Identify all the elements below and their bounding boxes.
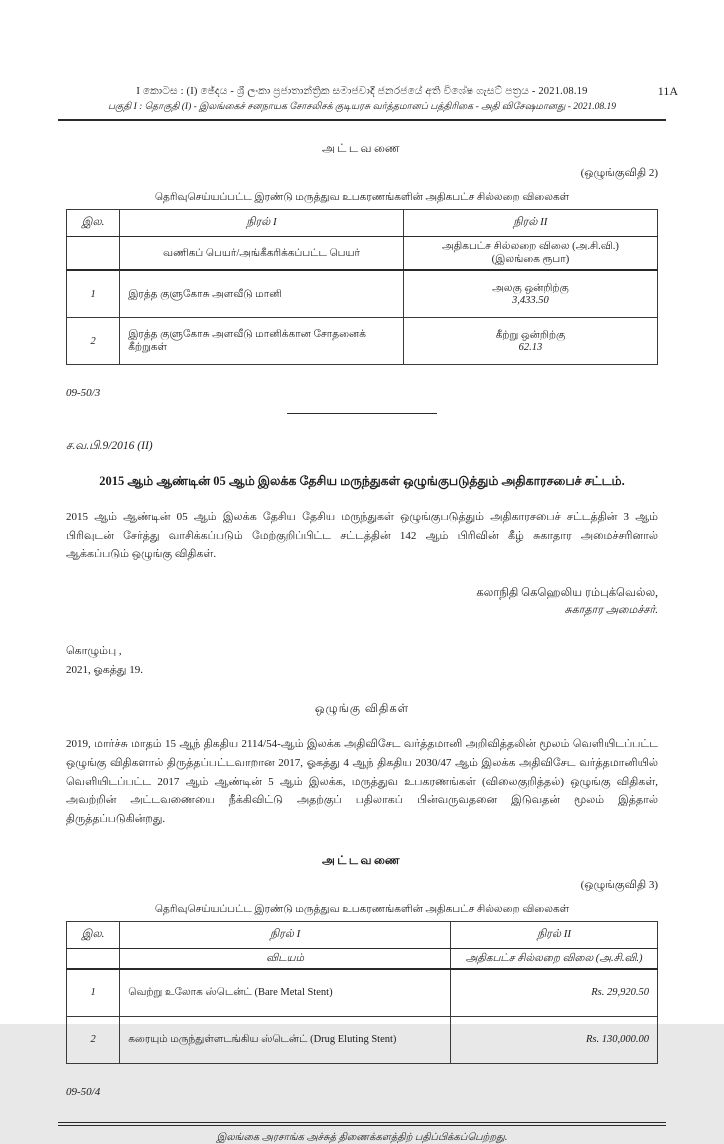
subheader-price — [403, 237, 657, 271]
subheader-price: அதிகபட்ச சில்லறை விலை (அ.சி.வி.) — [451, 948, 658, 969]
row-number: 2 — [67, 1016, 120, 1063]
subheader-empty — [67, 237, 120, 271]
col-header-2: நிரல் II — [451, 921, 658, 948]
table-caption-1: தெரிவுசெய்யப்பட்ட இரண்டு மருத்துவ உபகரணங்களின் அதிகபட்ச சில்லறை விலைகள் — [154, 192, 570, 203]
subheader-item: விடயம் — [120, 948, 451, 969]
col-header-2: நிரல் II — [403, 210, 657, 237]
table-header-row — [67, 921, 658, 948]
row-item: இரத்த குளுகோசு அளவீடு மானிக்கான சோதனைக் கீற்றுகள் — [120, 318, 404, 365]
footer-double-rule — [58, 1122, 666, 1126]
gazette-header — [66, 84, 678, 113]
row-price: Rs. 29,920.50 — [451, 969, 658, 1017]
signature-block — [66, 584, 658, 620]
body-paragraph: 2019, மார்ச்சு மாதம் 15 ஆந் திகதிய 2114/54-ஆம் இலக்க அதிவிசேட வர்த்தமானி அறிவித்தலின் மூலம் வெளியிடப்பட்ட ஒழுங்கு விதிகளால் திருத்தப்பட்டவாறான 2017, ஓகத்து 4 ஆந் திகதிய 2030/47 ஆம் இலக்க அதிவிசேட வர்த்தமானியில் வெளியிடப்பட்ட 2017 ஆம் ஆண்டின் 5 ஆம் இலக்க, மருத்துவ உபகரணங்கள் (விலைகுறித்தல்) ஒழுங்கு விதிகள், அவற்றின் அட்டவணையை நீக்கிவிட்டு அதற்குப் பதிலாகப் பின்வருவதனை இடுவதன் மூலம் இத்தால் திருத்தப்படுகின்றது. — [66, 738, 658, 826]
section-separator-rule — [287, 413, 437, 414]
intro-paragraph: 2015 ஆம் ஆண்டின் 05 ஆம் இலக்க தேசிய தேசிய மருந்துகள் ஒழுங்குபடுத்தும் அதிகாரசபைச் சட்டத்தின் 3 ஆம் பிரிவுடன் சேர்த்து வாசிக்கப்படும் மேற்குறிப்பிட்ட சட்டத்தின் 142 ஆம் பிரிவின் கீழ் சுகாதார அமைச்சரினால் ஆக்கப்படும் ஒழுங்கு விதிகள். — [66, 511, 658, 561]
price-table-2 — [66, 921, 658, 1064]
row-number: 1 — [67, 270, 120, 318]
regulation-ref-1: (ஒழுங்குவிதி 2) — [580, 167, 658, 179]
table-subheader-row — [67, 237, 658, 271]
header-rule — [58, 119, 666, 121]
table-subheader-row — [67, 948, 658, 969]
header-line-tamil: பகுதி I : தொகுதி (I) - இலங்கைச் சனநாயக சோசலிசக் குடியரசு வர்த்தமானப் பத்திரிகை - அதி விசேஷமானது - 2021.08.19 — [107, 102, 617, 112]
header-line-sinhala: I කොටස : (I) ඡේදය - ශ්‍රී ලංකා ප්‍රජාතාන්ත්‍රික සමාජවාදී ජනරජයේ අති විශේෂ ගැසට් පත්‍රය - 2021.08.19 — [136, 86, 588, 97]
table-header-row — [67, 210, 658, 237]
subheader-price-line1: அதிகபட்ச சில்லறை விலை (அ.சி.வி.) — [441, 241, 619, 252]
subheader-price-line2: (இலங்கை ரூபா) — [491, 254, 570, 265]
signatory-title: சுகாதார அமைச்சர். — [564, 604, 658, 617]
signatory-name: கலாநிதி கெஹெலிய ரம்புக்வெல்ல, — [476, 587, 658, 600]
gazette-ref-number-1: 09-50/3 — [66, 387, 101, 399]
case-reference: ச.வ.பி.9/2016 (II) — [66, 440, 153, 452]
schedule-heading-1: அட்டவணை — [321, 143, 403, 155]
place: கொழும்பு , — [66, 645, 122, 658]
subheader-item: வணிகப் பெயர்/அங்கீகரிக்கப்பட்ட பெயர் — [120, 237, 404, 271]
row-price — [403, 318, 657, 365]
price-unit-label: கீற்று ஒன்றிற்கு — [495, 330, 566, 341]
act-title: 2015 ஆம் ஆண்டின் 05 ஆம் இலக்க தேசிய மருந்துகள் ஒழுங்குபடுத்தும் அதிகாரசபைச் சட்டம். — [99, 474, 625, 488]
table-caption-2: தெரிவுசெய்யப்பட்ட இரண்டு மருத்துவ உபகரணங்களின் அதிகபட்ச சில்லறை விலைகள் — [154, 903, 570, 915]
table-row — [67, 318, 658, 365]
row-price: Rs. 130,000.00 — [451, 1016, 658, 1063]
col-header-no: இல. — [67, 210, 120, 237]
price-value: 62.13 — [518, 342, 543, 353]
row-number: 2 — [67, 318, 120, 365]
regulation-ref-2: (ஒழுங்குவிதி 3) — [580, 878, 658, 891]
row-number: 1 — [67, 969, 120, 1017]
gazette-ref-number-2: 09-50/4 — [66, 1085, 101, 1098]
schedule-heading-2: அட்டவணை — [321, 854, 403, 867]
row-item: இரத்த குளுகோசு அளவீடு மானி — [120, 270, 404, 318]
regulations-heading: ஒழுங்கு விதிகள் — [314, 703, 410, 716]
page-number: 11A — [657, 84, 678, 98]
subheader-empty — [67, 948, 120, 969]
row-item: வெற்று உலோக ஸ்டென்ட் (Bare Metal Stent) — [120, 969, 451, 1017]
col-header-no: இல. — [67, 921, 120, 948]
col-header-1: நிரல் I — [120, 210, 404, 237]
table-row — [67, 969, 658, 1017]
footer-imprint: இலங்கை அரசாங்க அச்சுத் திணைக்களத்திற் பதிப்பிக்கப்பெற்றது. — [216, 1131, 508, 1143]
col-header-1: நிரல் I — [120, 921, 451, 948]
price-unit-label: அலகு ஒன்றிற்கு — [492, 283, 569, 294]
price-value: 3,433.50 — [512, 295, 549, 306]
row-price — [403, 270, 657, 318]
place-date-block — [66, 642, 658, 679]
table-row — [67, 270, 658, 318]
date: 2021, ஓகத்து 19. — [66, 663, 143, 676]
table-row — [67, 1016, 658, 1063]
row-item: கரையும் மருந்துள்ளடங்கிய ஸ்டென்ட் (Drug Eluting Stent) — [120, 1016, 451, 1063]
price-table-1 — [66, 209, 658, 365]
